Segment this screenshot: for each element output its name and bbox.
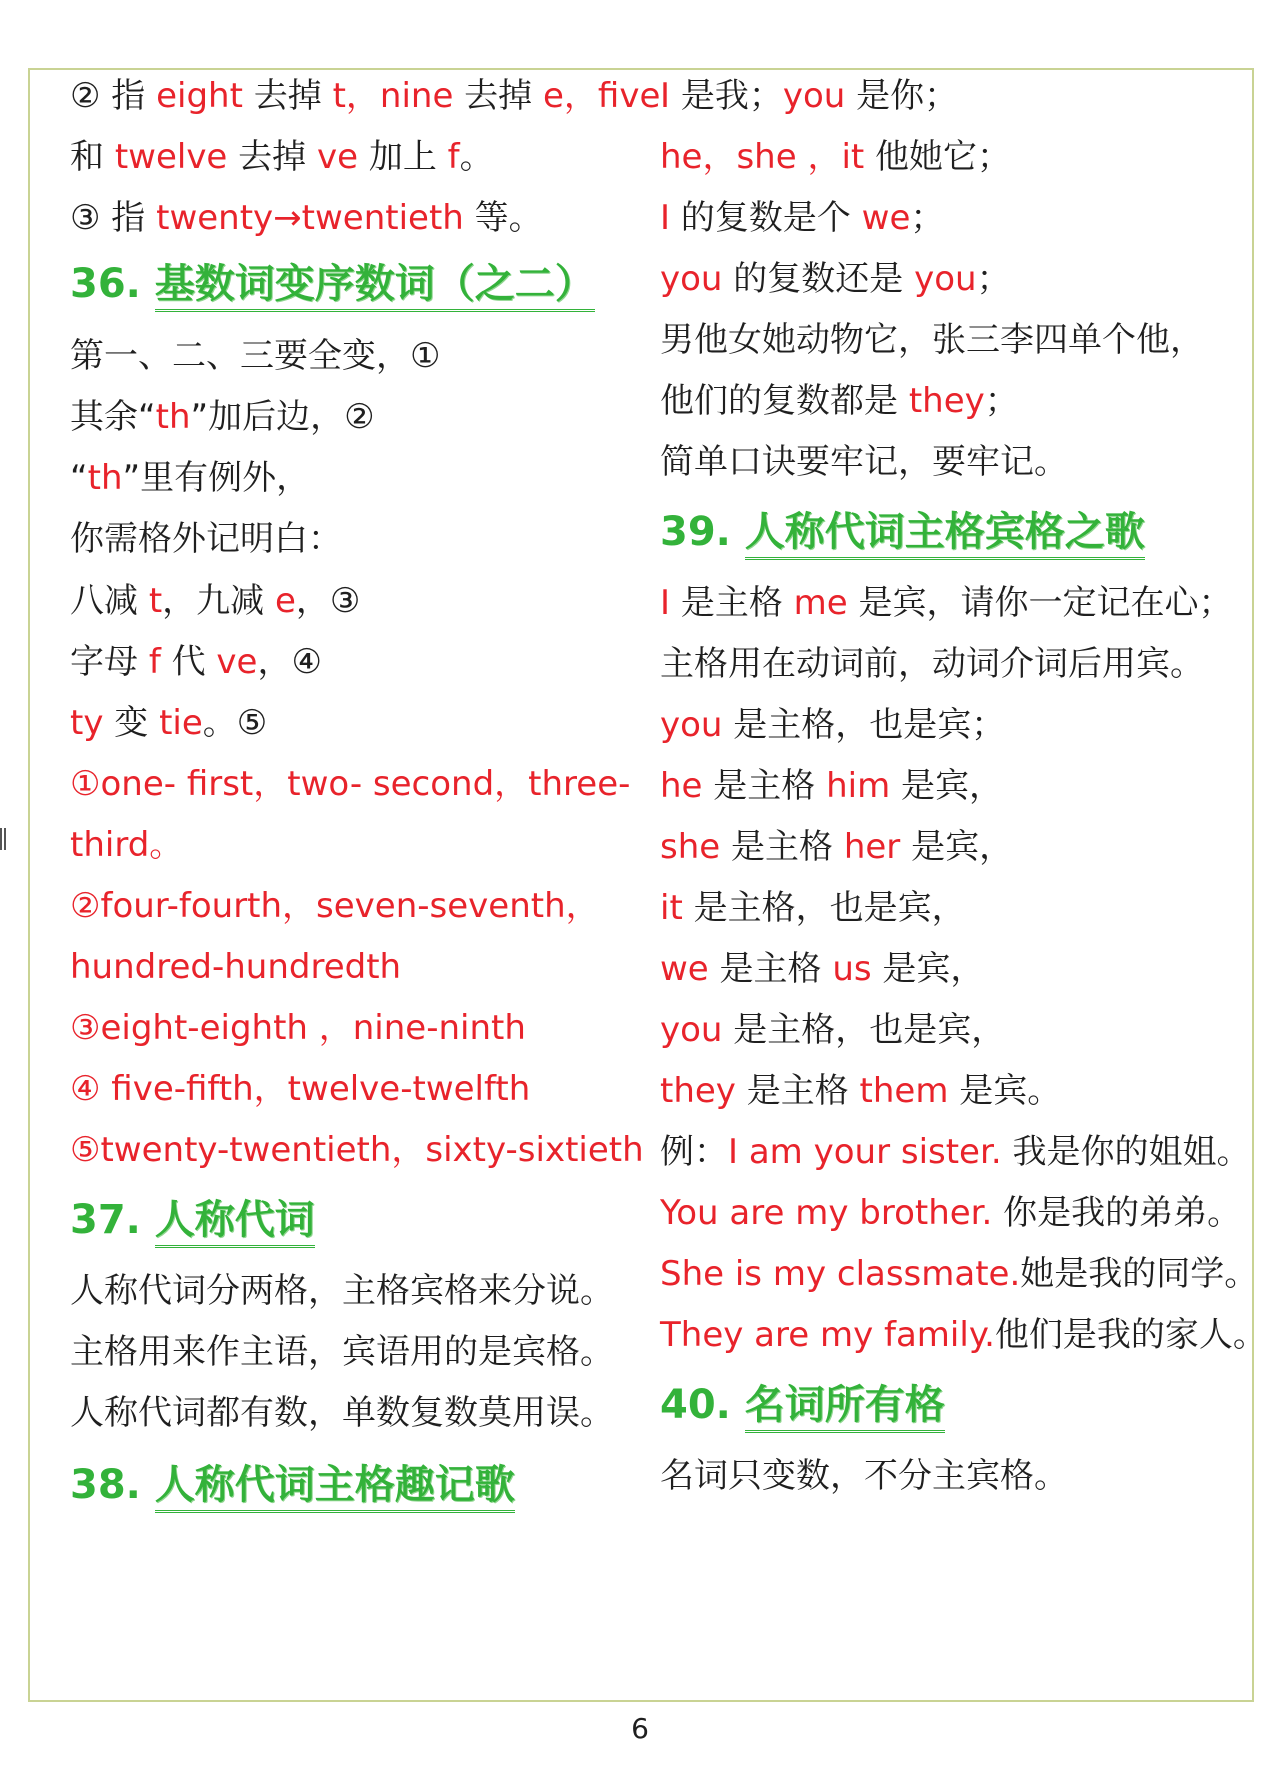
text-line <box>660 379 1019 423</box>
text: 指 <box>100 198 157 238</box>
section-title: 人称代词主格宾格之歌 <box>745 509 1145 560</box>
text: 他们的复数都是 <box>660 381 909 421</box>
text: hundred-hundredth <box>70 947 402 987</box>
text: her <box>843 827 901 867</box>
text: 是宾， <box>890 766 1004 806</box>
text: 指 <box>100 76 157 116</box>
text-line <box>70 196 543 240</box>
text: 是主格，也是宾； <box>722 705 1006 745</box>
text-line <box>70 701 267 745</box>
text: 变 <box>103 703 160 743</box>
text-line <box>70 1269 614 1313</box>
section-number: 38. <box>70 1462 141 1508</box>
text-line <box>660 135 1011 179</box>
text: 去掉 <box>453 76 543 116</box>
text: you <box>660 259 723 299</box>
text: th <box>155 397 191 437</box>
section-heading-37 <box>70 1193 315 1247</box>
text: 男他女她动物它，张三李四单个他， <box>660 320 1204 360</box>
margin-mark <box>0 828 6 850</box>
text-line <box>70 395 375 439</box>
text: ty <box>70 703 104 743</box>
text-line <box>70 579 360 623</box>
text-line <box>660 74 958 118</box>
text-line <box>660 257 1011 301</box>
text: 去掉 <box>242 76 333 116</box>
text: 是宾， <box>871 949 985 989</box>
text: 是主格，也是宾， <box>682 888 966 928</box>
text: ； <box>976 259 1011 299</box>
text: 是主格 <box>670 583 794 623</box>
section-number: 37. <box>70 1197 141 1243</box>
text: ， <box>563 76 598 116</box>
text: 字母 <box>70 642 149 682</box>
section-title: 基数词变序数词（之二） <box>155 261 595 312</box>
text: f <box>148 642 161 682</box>
text: 去掉 <box>227 137 317 177</box>
text: ③ <box>70 198 101 238</box>
text-line <box>660 440 1068 484</box>
text-line <box>70 1391 614 1435</box>
section-number: 39. <box>660 509 731 555</box>
text: we <box>660 949 709 989</box>
section-number: 36. <box>70 261 141 307</box>
text-line <box>70 1128 644 1172</box>
text: ； <box>910 198 945 238</box>
text-line <box>70 945 401 989</box>
text: 代 <box>160 642 217 682</box>
text: f <box>447 137 460 177</box>
text-line <box>70 456 310 500</box>
text: 是主格 <box>708 949 833 989</box>
text-line <box>660 764 1003 808</box>
text-line <box>660 196 944 240</box>
text: 主格用来作主语，宾语用的是宾格。 <box>70 1332 614 1372</box>
text: 是你； <box>845 76 959 116</box>
text-line <box>660 1252 1258 1296</box>
text: 他们是我的家人。 <box>994 1315 1267 1355</box>
text: ② <box>70 76 101 116</box>
text: 你需格外记明白： <box>70 519 342 559</box>
text: 的复数是个 <box>670 198 862 238</box>
text-line <box>70 762 630 806</box>
text: 是宾。 <box>948 1071 1062 1111</box>
text-line <box>70 1006 526 1050</box>
text: ，九减 <box>162 581 275 621</box>
text-line <box>660 1069 1061 1113</box>
text-line <box>70 1330 614 1374</box>
text: ，③ <box>295 581 361 621</box>
section-heading-36 <box>70 257 595 311</box>
text-line <box>660 1130 1250 1174</box>
text: 名词只变数，不分主宾格。 <box>660 1456 1068 1496</box>
text-line <box>70 1067 530 1111</box>
text: 我是你的姐姐。 <box>1001 1132 1251 1172</box>
text: 是主格，也是宾， <box>722 1010 1006 1050</box>
text: ； <box>984 381 1019 421</box>
section-heading-40 <box>660 1378 945 1432</box>
text: 八减 <box>70 581 149 621</box>
text: ①one- first，two- second，three- <box>70 764 631 804</box>
text: ve <box>316 137 359 177</box>
text-line <box>70 517 342 561</box>
text-line <box>660 825 1013 869</box>
text: 和 <box>70 137 115 177</box>
text: She is my classmate. <box>660 1254 1021 1294</box>
text: 人称代词都有数，单数复数莫用误。 <box>70 1393 614 1433</box>
text: You are my brother. <box>660 1193 993 1233</box>
text: 是我； <box>670 76 783 116</box>
text: “ <box>70 458 88 498</box>
text-line <box>660 642 1204 686</box>
text: you <box>914 259 977 299</box>
section-title: 人称代词主格趣记歌 <box>155 1462 515 1513</box>
text: they <box>660 1071 736 1111</box>
text: five <box>597 76 661 116</box>
text: e <box>543 76 564 116</box>
text: me <box>793 583 848 623</box>
text: ⑤twenty-twentieth，sixty-sixtieth <box>70 1130 644 1170</box>
text-line <box>660 703 1005 747</box>
text: third。 <box>70 825 184 865</box>
page-number: 6 <box>631 1712 649 1745</box>
text: ve <box>216 642 258 682</box>
text: 简单口诀要牢记，要牢记。 <box>660 442 1068 482</box>
text: 是主格 <box>720 827 844 867</box>
text: 的复数还是 <box>722 259 915 299</box>
text: th <box>87 458 123 498</box>
text: ③eight-eighth ，nine-ninth <box>70 1008 526 1048</box>
text: us <box>832 949 872 989</box>
text: 加上 <box>358 137 448 177</box>
text: you <box>782 76 846 116</box>
text: I <box>660 198 671 238</box>
text: 她是我的同学。 <box>1020 1254 1259 1294</box>
text-line <box>660 1313 1267 1357</box>
text: she <box>660 827 721 867</box>
text: you <box>660 1010 723 1050</box>
text: t <box>148 581 163 621</box>
text: 人称代词分两格，主格宾格来分说。 <box>70 1271 614 1311</box>
section-heading-38 <box>70 1458 515 1512</box>
text: ②four-fourth，seven-seventh， <box>70 886 600 926</box>
text-line <box>660 318 1204 362</box>
text-line <box>70 334 440 378</box>
text: 是主格 <box>702 766 827 806</box>
text-line <box>70 135 494 179</box>
text: ”加后边，② <box>190 397 375 437</box>
text: 例： <box>660 1132 728 1172</box>
text: 主格用在动词前，动词介词后用宾。 <box>660 644 1204 684</box>
text: you <box>660 705 723 745</box>
section-title: 人称代词 <box>155 1197 315 1248</box>
section-title: 名词所有格 <box>745 1382 945 1433</box>
text: him <box>826 766 891 806</box>
text: tie <box>159 703 203 743</box>
text: we <box>861 198 911 238</box>
text: I am your sister. <box>728 1132 1002 1172</box>
text: ”里有例外， <box>122 458 311 498</box>
text: 你是我的弟弟。 <box>992 1193 1242 1233</box>
text: 是主格 <box>735 1071 860 1111</box>
text: 他她它； <box>864 137 1012 177</box>
text-line <box>70 884 600 928</box>
text: 第一、二、三要全变，① <box>70 336 441 376</box>
text: it <box>660 888 683 928</box>
text: I <box>660 76 671 116</box>
text: ， <box>345 76 380 116</box>
text: 等。 <box>463 198 543 238</box>
text: They are my family. <box>660 1315 995 1355</box>
text: he <box>660 766 703 806</box>
section-heading-39 <box>660 505 1145 559</box>
text: 是宾，请你一定记在心； <box>847 583 1233 623</box>
text: 。 <box>459 137 494 177</box>
text-line <box>660 1454 1068 1498</box>
text: 其余“ <box>70 397 156 437</box>
text-line <box>660 947 984 991</box>
text-line <box>70 823 183 867</box>
text-line <box>660 886 966 930</box>
text-line <box>660 1191 1241 1235</box>
text-line <box>70 640 322 684</box>
text-line <box>660 1008 1005 1052</box>
section-number: 40. <box>660 1382 731 1428</box>
text: twenty→twentieth <box>156 198 464 238</box>
text: 是宾， <box>900 827 1014 867</box>
text: t <box>332 76 346 116</box>
text: eight <box>156 76 243 116</box>
text: nine <box>379 76 454 116</box>
text-line <box>660 581 1233 625</box>
text: he，she ，it <box>660 137 865 177</box>
text: twelve <box>114 137 228 177</box>
text: 。⑤ <box>202 703 268 743</box>
text: ④ five-fifth，twelve-twelfth <box>70 1069 531 1109</box>
text: e <box>274 581 296 621</box>
text: I <box>660 583 671 623</box>
text: they <box>908 381 985 421</box>
text: them <box>859 1071 949 1111</box>
text-line <box>70 74 660 118</box>
text: ，④ <box>257 642 322 682</box>
